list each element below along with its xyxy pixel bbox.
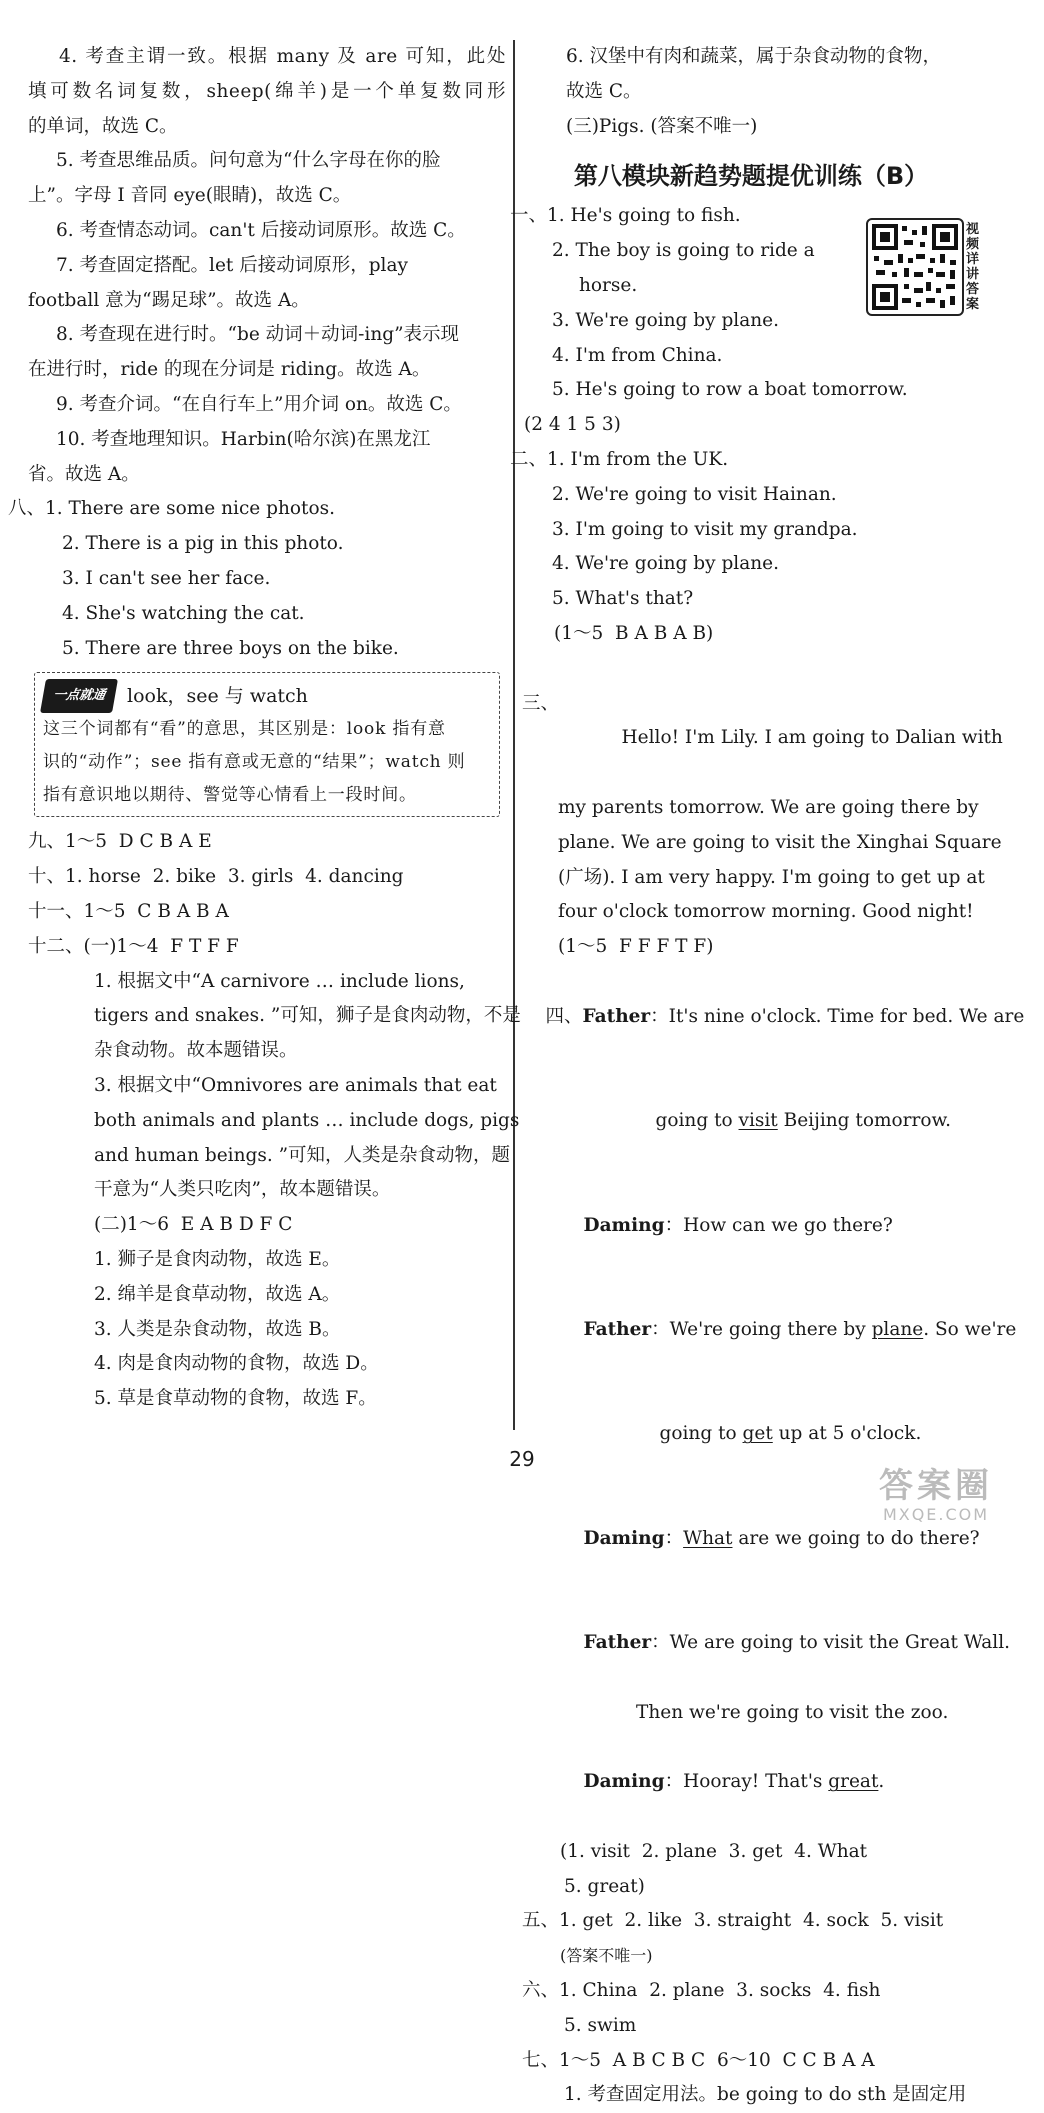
text-line: 省。故选 A。 <box>28 463 140 485</box>
answer-line: (1～5 F F F T F) <box>558 936 714 958</box>
qr-label: 视频详讲答案 <box>966 222 980 312</box>
answer-line: 九、1～5 D C B A E <box>28 831 212 853</box>
text-line: tigers and snakes. ”可知，狮子是食肉动物，不是 <box>94 1005 521 1027</box>
text-line: 3. 根据文中“Omnivores are animals that eat <box>94 1074 497 1096</box>
speaker: Father <box>582 1005 651 1027</box>
text-line: 故选 C。 <box>566 80 642 102</box>
answer-line: 十二、(一)1～4 F T F F <box>28 935 239 957</box>
text-line: 杂食动物。故本题错误。 <box>94 1040 298 1062</box>
answer-line: 七、1～5 A B C B C 6～10 C C B A A <box>522 2049 875 2071</box>
answer-line: 3. I'm going to visit my grandpa. <box>552 518 858 540</box>
text-line: 6. 汉堡中有肉和蔬菜，属于杂食动物的食物， <box>566 46 942 67</box>
text-line: 9. 考查介词。“在自行车上”用介词 on。故选 C。 <box>56 393 462 415</box>
text-line: 5. 考查思维品质。问句意为“什么字母在你的脸 <box>56 150 441 172</box>
dialogue-text: . <box>878 1771 885 1793</box>
answer-line: 3. I can't see her face. <box>62 567 271 589</box>
text-line: 10. 考查地理知识。Harbin(哈尔滨)在黑龙江 <box>56 428 431 450</box>
answer-line: 5. He's going to row a boat tomorrow. <box>552 379 908 401</box>
qr-code-icon <box>868 220 962 314</box>
dialogue-line <box>522 965 1025 1069</box>
watermark-top: 答案圈 <box>879 1466 993 1506</box>
passage-text: Hello! I'm Lily. I am going to Dalian with <box>621 727 1003 749</box>
answer-line: 4. She's watching the cat. <box>62 602 305 624</box>
tip-title-row <box>43 679 491 713</box>
passage-line: my parents tomorrow. We are going there by <box>558 796 979 818</box>
text-line: 6. 考查情态动词。can't 后接动词原形。故选 C。 <box>56 219 466 241</box>
filled-blank: get <box>742 1423 773 1445</box>
answer-line: 八、1. There are some nice photos. <box>8 498 335 520</box>
dialogue-text: ：It's nine o'clock. Time for bed. We are <box>650 1005 1025 1027</box>
left-column <box>8 40 521 1417</box>
text-line: 1. 根据文中“A carnivore … include lions, <box>94 970 465 992</box>
tip-text: 识的“动作”；see 指有意或无意的“结果”；watch 则 <box>43 752 466 773</box>
filled-blank: great <box>828 1771 879 1793</box>
answer-line: 4. I'm from China. <box>552 344 723 366</box>
answer-line: 5. swim <box>564 2014 637 2036</box>
section-label: 四、 <box>545 1005 583 1027</box>
answer-line: 3. We're going by plane. <box>552 309 779 331</box>
dialogue-line <box>522 1730 1000 1834</box>
answer-line: 十、1. horse 2. bike 3. girls 4. dancing <box>28 866 404 888</box>
watermark-logo <box>856 1466 1016 1526</box>
answer-line: 5. There are three boys on the bike. <box>62 637 399 659</box>
text-line: and human beings. ”可知，人类是杂食动物，题 <box>94 1144 511 1166</box>
dialogue-text: ： <box>664 1527 684 1549</box>
passage-line: plane. We are going to visit the Xinghai Square <box>558 831 1002 853</box>
dialogue-text: going to <box>655 1110 739 1132</box>
text-line: 4. 肉是食肉动物的食物，故选 D。 <box>94 1353 379 1375</box>
watermark-bottom: MXQE.COM <box>882 1505 990 1524</box>
answer-line: 4. We're going by plane. <box>552 553 779 575</box>
filled-blank: visit <box>738 1110 778 1132</box>
text-line: 1. 考查固定用法。be going to do sth 是固定用 <box>564 2084 967 2106</box>
answer-line: (二)1～6 E A B D F C <box>94 1214 293 1236</box>
tip-box <box>34 672 500 817</box>
dialogue-text: . So we're <box>923 1318 1017 1340</box>
dialogue-text: ：We are going to visit the Great Wall. <box>651 1632 1011 1654</box>
text-line: 干意为“人类只吃肉”，故本题错误。 <box>94 1179 391 1201</box>
speaker: Father <box>583 1632 652 1654</box>
answer-line: (1. visit 2. plane 3. get 4. What <box>560 1840 868 1862</box>
answer-line: 六、1. China 2. plane 3. socks 4. fish <box>522 1980 881 2002</box>
text-line: (三)Pigs. (答案不唯一) <box>566 115 758 137</box>
text-line: 1. 狮子是食肉动物，故选 E。 <box>94 1248 341 1270</box>
text-line: 填可数名词复数，sheep(绵羊)是一个单复数同形 <box>28 80 506 102</box>
text-line: 4. 考查主谓一致。根据 many 及 are 可知，此处 <box>28 46 506 67</box>
dialogue-line <box>522 1278 1017 1382</box>
speaker: Daming <box>583 1527 665 1549</box>
filled-blank: What <box>683 1527 733 1549</box>
dialogue-text: going to <box>659 1423 743 1445</box>
answer-line: 2. There is a pig in this photo. <box>62 533 344 555</box>
dialogue-text: ：How can we go there? <box>664 1214 893 1236</box>
section-label: 三、 <box>522 692 560 714</box>
answer-line: 5. great) <box>564 1875 645 1897</box>
right-column <box>510 40 1025 2113</box>
text-line: football 意为“踢足球”。故选 A。 <box>28 289 310 311</box>
passage-line <box>522 652 1003 791</box>
text-line: 3. 人类是杂食动物，故选 B。 <box>94 1318 341 1340</box>
tip-title: look，see 与 watch <box>127 685 308 708</box>
tip-text: 指有意识地以期待、警觉等心情看上一段时间。 <box>43 785 417 806</box>
text-line: 上”。字母 I 音同 eye(眼睛)，故选 C。 <box>28 185 352 207</box>
dialogue-text: are we going to do there? <box>732 1527 980 1549</box>
speaker: Daming <box>583 1771 665 1793</box>
answer-line: (2 4 1 5 3) <box>524 414 621 436</box>
answer-line: (答案不唯一) <box>560 1946 653 1966</box>
answer-line: 5. What's that? <box>552 588 694 610</box>
answer-line: 一、1. He's going to fish. <box>510 205 741 227</box>
dialogue-line <box>522 1069 1000 1173</box>
speaker: Father <box>583 1318 652 1340</box>
text-line: 7. 考查固定搭配。let 后接动词原形，play <box>56 254 408 276</box>
speaker: Daming <box>583 1214 665 1236</box>
text-line: 5. 草是食草动物的食物，故选 F。 <box>94 1388 377 1410</box>
text-line: 在进行时，ride 的现在分词是 riding。故选 A。 <box>28 359 431 381</box>
answer-line: 五、1. get 2. like 3. straight 4. sock 5. visit <box>522 1910 944 1932</box>
column-divider <box>513 40 515 1430</box>
answer-line: 2. The boy is going to ride a <box>552 240 815 262</box>
dialogue-line <box>522 1174 1000 1278</box>
text-line: both animals and plants … include dogs, pigs <box>94 1109 520 1131</box>
dialogue-text: ：We're going there by <box>651 1318 872 1340</box>
dialogue-text: up at 5 o'clock. <box>772 1423 922 1445</box>
dialogue-line: Then we're going to visit the zoo. <box>636 1701 949 1723</box>
answer-line: horse. <box>579 274 638 296</box>
tip-badge: 一点就通 <box>40 679 118 713</box>
dialogue-text: Beijing tomorrow. <box>777 1110 951 1132</box>
text-line: 的单词，故选 C。 <box>28 115 178 137</box>
section-heading: 第八模块新趋势题提优训练（B） <box>573 162 929 191</box>
text-line: 2. 绵羊是食草动物，故选 A。 <box>94 1283 341 1305</box>
dialogue-text: ：Hooray! That's <box>664 1771 829 1793</box>
answer-line: 十一、1～5 C B A B A <box>28 900 229 922</box>
text-line: 8. 考查现在进行时。“be 动词＋动词-ing”表示现 <box>56 324 460 346</box>
passage-line: (广场). I am very happy. I'm going to get up at <box>558 866 985 888</box>
filled-blank: plane <box>871 1318 924 1340</box>
qr-code[interactable] <box>866 218 964 316</box>
answer-line: (1～5 B A B A B) <box>554 622 714 644</box>
dialogue-line <box>522 1591 1011 1695</box>
tip-text: 这三个词都有“看”的意思，其区别是：look 指有意 <box>43 719 446 740</box>
answer-line: 二、1. I'm from the UK. <box>510 448 729 470</box>
passage-line: four o'clock tomorrow morning. Good night! <box>558 901 974 923</box>
page-number: 29 <box>509 1447 535 1471</box>
answer-line: 2. We're going to visit Hainan. <box>552 483 837 505</box>
